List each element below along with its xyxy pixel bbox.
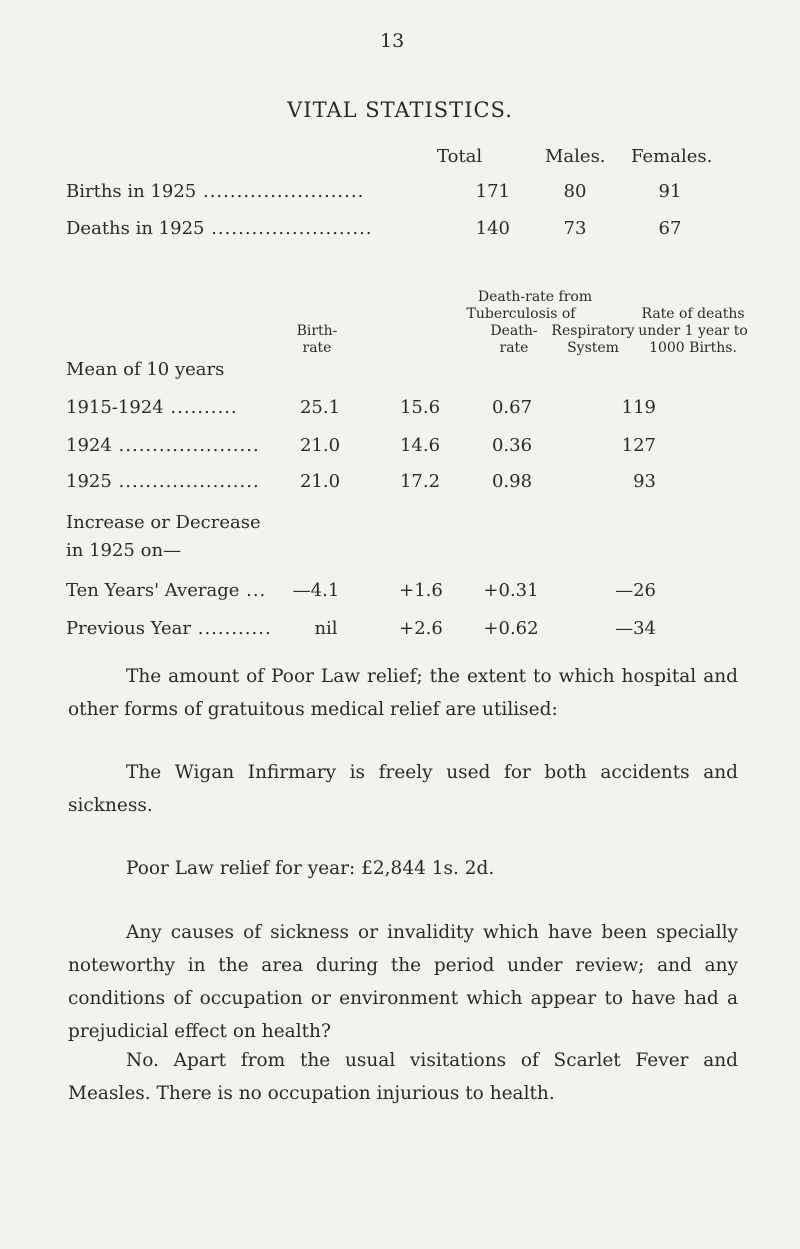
header-tb-death-rate: Death- rate	[490, 323, 538, 356]
rate-row-label: 1915-1924 ..........	[66, 397, 238, 418]
page-title: VITAL STATISTICS.	[287, 98, 513, 122]
change-row-label: Ten Years' Average ...	[66, 580, 267, 601]
header-birth-rate: Birth- rate	[296, 323, 338, 356]
births-total: 171	[475, 181, 510, 202]
rate-infant: 119	[621, 397, 656, 418]
change-label-2: in 1925 on—	[66, 540, 182, 561]
rate-tb-death: 17.2	[399, 471, 441, 492]
page-number: 13	[380, 30, 405, 52]
deaths-label: Deaths in 1925 ........................	[66, 218, 373, 239]
change-tb-death: +1.6	[399, 580, 443, 601]
deaths-males: 73	[563, 218, 587, 239]
rate-birth: 21.0	[299, 471, 341, 492]
header-total: Total	[437, 146, 483, 167]
rate-row-label: 1924 .....................	[66, 435, 260, 456]
rate-tb-resp: 0.36	[491, 435, 533, 456]
rate-infant: 127	[621, 435, 656, 456]
change-birth: —4.1	[292, 580, 340, 601]
header-tb-death: Tuberculosis of	[466, 306, 576, 322]
paragraph-infirmary: The Wigan Infirmary is freely used for both accidents and sickness.	[68, 762, 738, 816]
births-males: 80	[563, 181, 587, 202]
paragraph-poor-law-relief: Poor Law relief for year: £2,844 1s. 2d.	[126, 858, 495, 879]
deaths-females: 67	[658, 218, 682, 239]
change-infant: —34	[615, 618, 656, 639]
change-label-1: Increase or Decrease	[66, 512, 261, 533]
change-tb-resp: +0.31	[483, 580, 539, 601]
change-birth: nil	[314, 618, 338, 639]
rate-tb-resp: 0.67	[491, 397, 533, 418]
rate-row-label: 1925 .....................	[66, 471, 260, 492]
rate-tb-death: 14.6	[399, 435, 441, 456]
rate-infant: 93	[633, 471, 656, 492]
change-tb-resp: +0.62	[483, 618, 539, 639]
change-infant: —26	[615, 580, 656, 601]
header-infant-mortality: Rate of deaths under 1 year to 1000 Births.	[638, 306, 748, 356]
deaths-total: 140	[475, 218, 510, 239]
paragraph-poor-law-question: The amount of Poor Law relief; the extent to which hospital and other forms of gratuitous medical relief are utilised:	[68, 666, 738, 720]
births-females: 91	[658, 181, 682, 202]
header-males: Males.	[545, 146, 606, 167]
rate-birth: 25.1	[299, 397, 341, 418]
header-death-rate-from: Death-rate from	[477, 289, 593, 305]
births-label: Births in 1925 ........................	[66, 181, 365, 202]
change-row-label: Previous Year ...........	[66, 618, 272, 639]
paragraph-answer: No. Apart from the usual visitations of Scarlet Fever and Measles. There is no occupation injurious to health.	[68, 1050, 738, 1104]
header-females: Females.	[631, 146, 713, 167]
header-tb-respiratory: Respiratory System	[551, 323, 635, 356]
rate-tb-death: 15.6	[399, 397, 441, 418]
change-tb-death: +2.6	[399, 618, 443, 639]
rate-tb-resp: 0.98	[491, 471, 533, 492]
rate-birth: 21.0	[299, 435, 341, 456]
mean-label: Mean of 10 years	[66, 359, 225, 380]
paragraph-causes-question: Any causes of sickness or invalidity which have been specially noteworthy in the area during the period under review; and any conditions of occupation or environment which appear to have had a prejudicial effect on health?	[68, 922, 738, 1042]
